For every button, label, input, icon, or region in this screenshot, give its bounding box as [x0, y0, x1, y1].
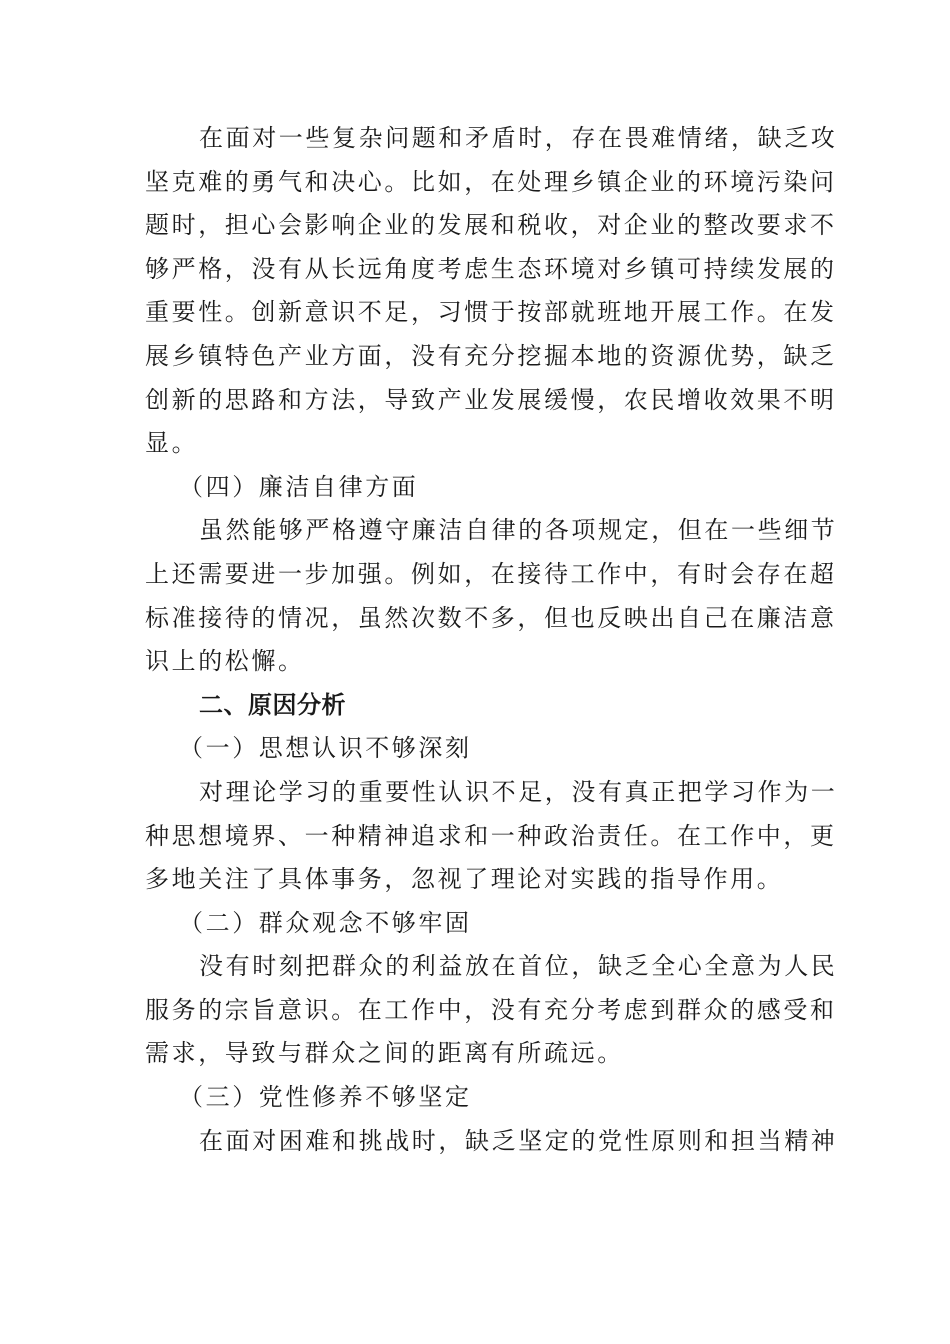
paragraph-line: 标准接待的情况，虽然次数不多，但也反映出自己在廉洁意 [145, 603, 837, 632]
paragraph-line: 展乡镇特色产业方面，没有充分挖掘本地的资源优势，缺乏 [145, 341, 837, 370]
paragraph-mass-concept [145, 945, 838, 1076]
paragraph-line: 创新的思路和方法，导致产业发展缓慢，农民增收效果不明 [145, 385, 837, 414]
paragraph-line: 坚克难的勇气和决心。比如，在处理乡镇企业的环境污染问 [145, 167, 837, 196]
paragraph-line: 够严格，没有从长远角度考虑生态环境对乡镇可持续发展的 [145, 254, 837, 283]
paragraph-line: 没有时刻把群众的利益放在首位，缺乏全心全意为人民 [199, 952, 838, 981]
paragraph-line: 在面对困难和挑战时，缺乏坚定的党性原则和担当精神 [199, 1126, 838, 1155]
paragraph-line: 虽然能够严格遵守廉洁自律的各项规定，但在一些细节 [199, 516, 838, 545]
paragraph-problem-attitude [145, 117, 838, 466]
paragraph-integrity [145, 509, 838, 683]
subheading-ideological-awareness: （一）思想认识不够深刻 [179, 734, 472, 763]
paragraph-line: 在面对一些复杂问题和矛盾时，存在畏难情绪，缺乏攻 [199, 124, 838, 152]
paragraph-line: 显。 [145, 429, 199, 458]
paragraph-line: 重要性。创新意识不足，习惯于按部就班地开展工作。在发 [145, 298, 837, 327]
paragraph-line: 服务的宗旨意识。在工作中，没有充分考虑到群众的感受和 [145, 995, 837, 1024]
subheading-mass-concept: （二）群众观念不够牢固 [179, 908, 472, 937]
paragraph-ideological-awareness [145, 771, 838, 902]
paragraph-line: 需求，导致与群众之间的距离有所疏远。 [145, 1039, 624, 1068]
subheading-integrity: （四）廉洁自律方面 [179, 472, 419, 501]
paragraph-line: 识上的松懈。 [145, 647, 305, 676]
paragraph-party-spirit [145, 1120, 838, 1164]
paragraph-line: 题时，担心会影响企业的发展和税收，对企业的整改要求不 [145, 211, 837, 240]
paragraph-line: 对理论学习的重要性认识不足，没有真正把学习作为一 [199, 777, 838, 806]
subheading-party-spirit: （三）党性修养不够坚定 [179, 1083, 472, 1112]
section-heading-cause-analysis: 二、原因分析 [199, 690, 346, 719]
paragraph-line: 种思想境界、一种精神追求和一种政治责任。在工作中，更 [145, 821, 837, 850]
paragraph-line: 多地关注了具体事务，忽视了理论对实践的指导作用。 [145, 865, 784, 894]
paragraph-line: 上还需要进一步加强。例如，在接待工作中，有时会存在超 [145, 559, 837, 588]
document-page [145, 117, 838, 1163]
